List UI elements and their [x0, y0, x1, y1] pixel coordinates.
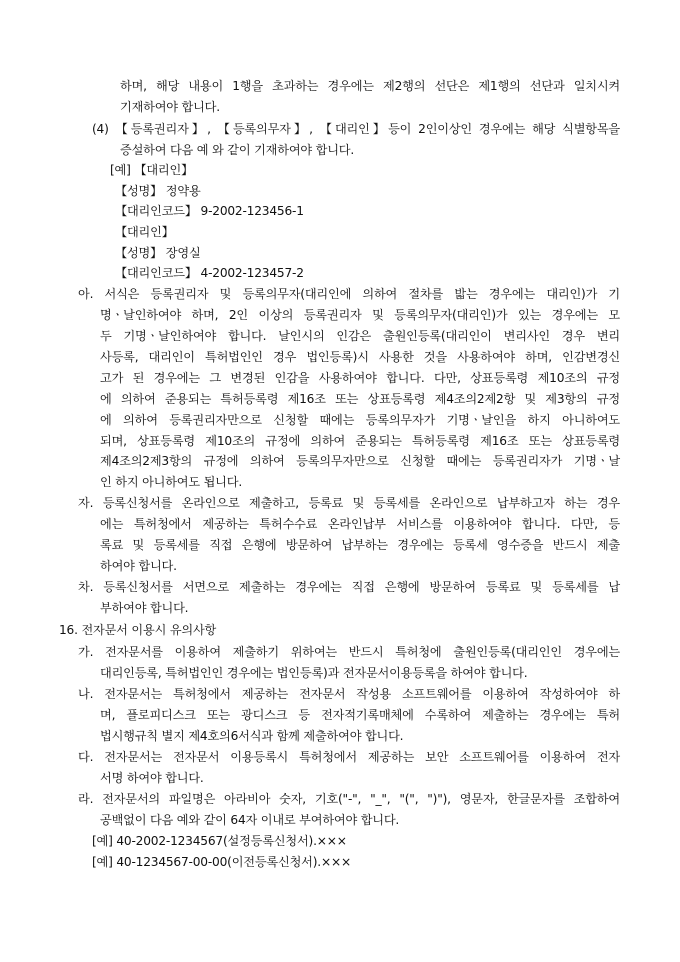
text-line: 제4조의2제3항의 규정에 의하여 등록의무자만으로 신청할 때에는 등록권리자가 기명ㆍ날	[100, 454, 620, 468]
text-line: 고가 된 경우에는 그 변경된 인감을 사용하여야 합니다. 다만, 상표등록령 제10조의 규정	[100, 371, 620, 385]
text-line: 인 하지 아니하여도 됩니다.	[100, 475, 243, 489]
text-line: 다. 전자문서는 전자문서 이용등록시 특허청에서 제공하는 보안 소프트웨어를 이용하여 전자	[78, 750, 620, 764]
text-line: 나. 전자문서는 특허청에서 제공하는 전자문서 작성용 소프트웨어를 이용하여 작성하여야 하	[78, 687, 620, 701]
text-line: 라. 전자문서의 파일명은 아라비아 숫자, 기호("-", "_", "(", ")"), 영문자, 한글문자를 조합하여	[78, 792, 620, 806]
text-line: 【성명】 정약용	[115, 184, 201, 198]
text-line: 하여야 합니다.	[100, 559, 177, 573]
text-line: 하며, 해당 내용이 1행을 초과하는 경우에는 제2행의 선단은 제1행의 선단과 일치시켜	[120, 79, 620, 93]
text-line: 아. 서식은 등록권리자 및 등록의무자(대리인에 의하여 절차를 밟는 경우에는 대리인)가 기	[78, 287, 620, 301]
text-line: (4) 【등록권리자】, 【등록의무자】, 【대리인】등이 2인이상인 경우에는 해당 식별항목을	[92, 122, 620, 136]
text-line: [예] 40-1234567-00-00(이전등록신청서).×××	[92, 855, 351, 869]
text-line: 【성명】 장영실	[115, 246, 201, 260]
text-line: 며, 플로피디스크 또는 광디스크 등 전자적기록매체에 수록하여 제출하는 경우에는 특허	[100, 708, 620, 722]
text-line: 에 의하여 준용되는 특허등록령 제16조 또는 상표등록령 제4조의2제2항 및 제3항의 규정	[100, 392, 620, 406]
text-line: 명ㆍ날인하여야 하며, 2인 이상의 등록권리자 및 등록의무자(대리인)가 있는 경우에는 모	[100, 308, 620, 322]
text-line: 법시행규칙 별지 제4호의6서식과 함께 제출하여야 합니다.	[100, 729, 404, 743]
text-line: 【대리인코드】 4-2002-123457-2	[115, 266, 304, 280]
text-line: 록료 및 등록세를 직접 은행에 방문하여 납부하는 경우에는 등록세 영수증을 반드시 제출	[100, 538, 620, 552]
text-line: 가. 전자문서를 이용하여 제출하기 위하여는 반드시 특허청에 출원인등록(대리인인 경우에는	[78, 645, 620, 659]
text-line: 사등록, 대리인이 특허법인인 경우 법인등록)시 사용한 것을 사용하여야 하며, 인감변경신	[100, 350, 620, 364]
text-line: 【대리인코드】 9-2002-123456-1	[115, 204, 304, 218]
text-line: 공백없이 다음 예와 같이 64자 이내로 부여하여야 합니다.	[100, 813, 400, 827]
text-line: 에는 특허청에서 제공하는 특허수수료 온라인납부 서비스를 이용하여야 합니다. 다만, 등	[100, 517, 620, 531]
text-line: [예] 40-2002-1234567(설정등록신청서).×××	[92, 834, 347, 848]
section-heading: 16. 전자문서 이용시 유의사항	[59, 623, 217, 637]
text-line: 에 의하여 등록권리자만으로 신청할 때에는 등록의무자가 기명ㆍ날인을 하지 아니하여도	[100, 413, 620, 427]
text-line: 되며, 상표등록령 제10조의 규정에 의하여 준용되는 특허등록령 제16조 또는 상표등록령	[100, 434, 620, 448]
text-line: 두 기명ㆍ날인하여야 합니다. 날인시의 인감은 출원인등록(대리인이 변리사인 경우 변리	[100, 329, 620, 343]
text-line: 차. 등록신청서를 서면으로 제출하는 경우에는 직접 은행에 방문하여 등록료 및 등록세를 납	[78, 580, 620, 594]
text-line: [예] 【대리인】	[110, 163, 194, 177]
text-line: 대리인등록, 특허법인인 경우에는 법인등록)과 전자문서이용등록을 하여야 합니다.	[100, 666, 528, 680]
text-line: 증설하여 다음 예 와 같이 기재하여야 합니다.	[120, 143, 355, 157]
text-line: 서명 하여야 합니다.	[100, 771, 204, 785]
text-line: 【대리인】	[115, 225, 174, 239]
text-line: 기재하여야 합니다.	[120, 100, 220, 114]
text-line: 자. 등록신청서를 온라인으로 제출하고, 등록료 및 등록세를 온라인으로 납부하고자 하는 경우	[78, 496, 620, 510]
text-line: 부하여야 합니다.	[100, 601, 189, 615]
